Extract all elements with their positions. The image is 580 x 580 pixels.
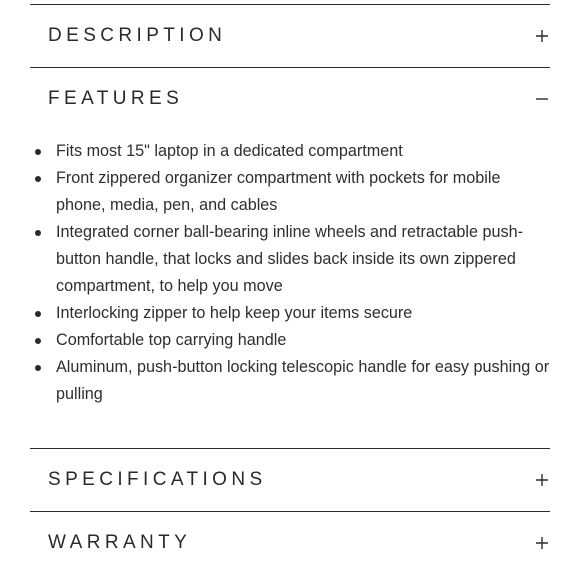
bullet-icon — [35, 311, 41, 317]
feature-text: Aluminum, push-button locking telescopic handle for easy pushing or pulling — [56, 358, 550, 403]
section-warranty-title: WARRANTY — [48, 532, 192, 553]
list-item — [30, 300, 550, 327]
section-specifications-title: SPECIFICATIONS — [48, 469, 267, 490]
plus-icon[interactable] — [534, 472, 550, 488]
section-features-header[interactable] — [30, 68, 550, 130]
section-description — [30, 4, 550, 67]
bullet-icon — [35, 149, 41, 155]
feature-text: Interlocking zipper to help keep your items secure — [56, 304, 413, 322]
list-item — [30, 138, 550, 165]
section-warranty-header[interactable] — [30, 512, 550, 574]
list-item — [30, 327, 550, 354]
feature-text: Integrated corner ball-bearing inline wheels and retractable push-button handle, that locks and slides back inside its own zippered compartment, to help you move — [56, 223, 524, 295]
plus-icon[interactable] — [534, 535, 550, 551]
section-description-title: DESCRIPTION — [48, 25, 227, 46]
bullet-icon — [35, 176, 41, 182]
section-features-body — [30, 130, 550, 448]
section-description-header[interactable] — [30, 5, 550, 67]
section-specifications — [30, 448, 550, 511]
product-info-accordion — [30, 4, 550, 574]
list-item — [30, 219, 550, 300]
bullet-icon — [35, 230, 41, 236]
bullet-icon — [35, 365, 41, 371]
feature-text: Comfortable top carrying handle — [56, 331, 287, 349]
bullet-icon — [35, 338, 41, 344]
minus-icon[interactable] — [534, 91, 550, 107]
list-item — [30, 354, 550, 408]
feature-list — [30, 138, 550, 408]
section-features — [30, 67, 550, 448]
section-features-title: FEATURES — [48, 88, 184, 109]
list-item — [30, 165, 550, 219]
section-specifications-header[interactable] — [30, 449, 550, 511]
feature-text: Front zippered organizer compartment with pockets for mobile phone, media, pen, and cables — [56, 169, 501, 214]
section-warranty — [30, 511, 550, 574]
feature-text: Fits most 15" laptop in a dedicated compartment — [56, 142, 403, 160]
plus-icon[interactable] — [534, 28, 550, 44]
